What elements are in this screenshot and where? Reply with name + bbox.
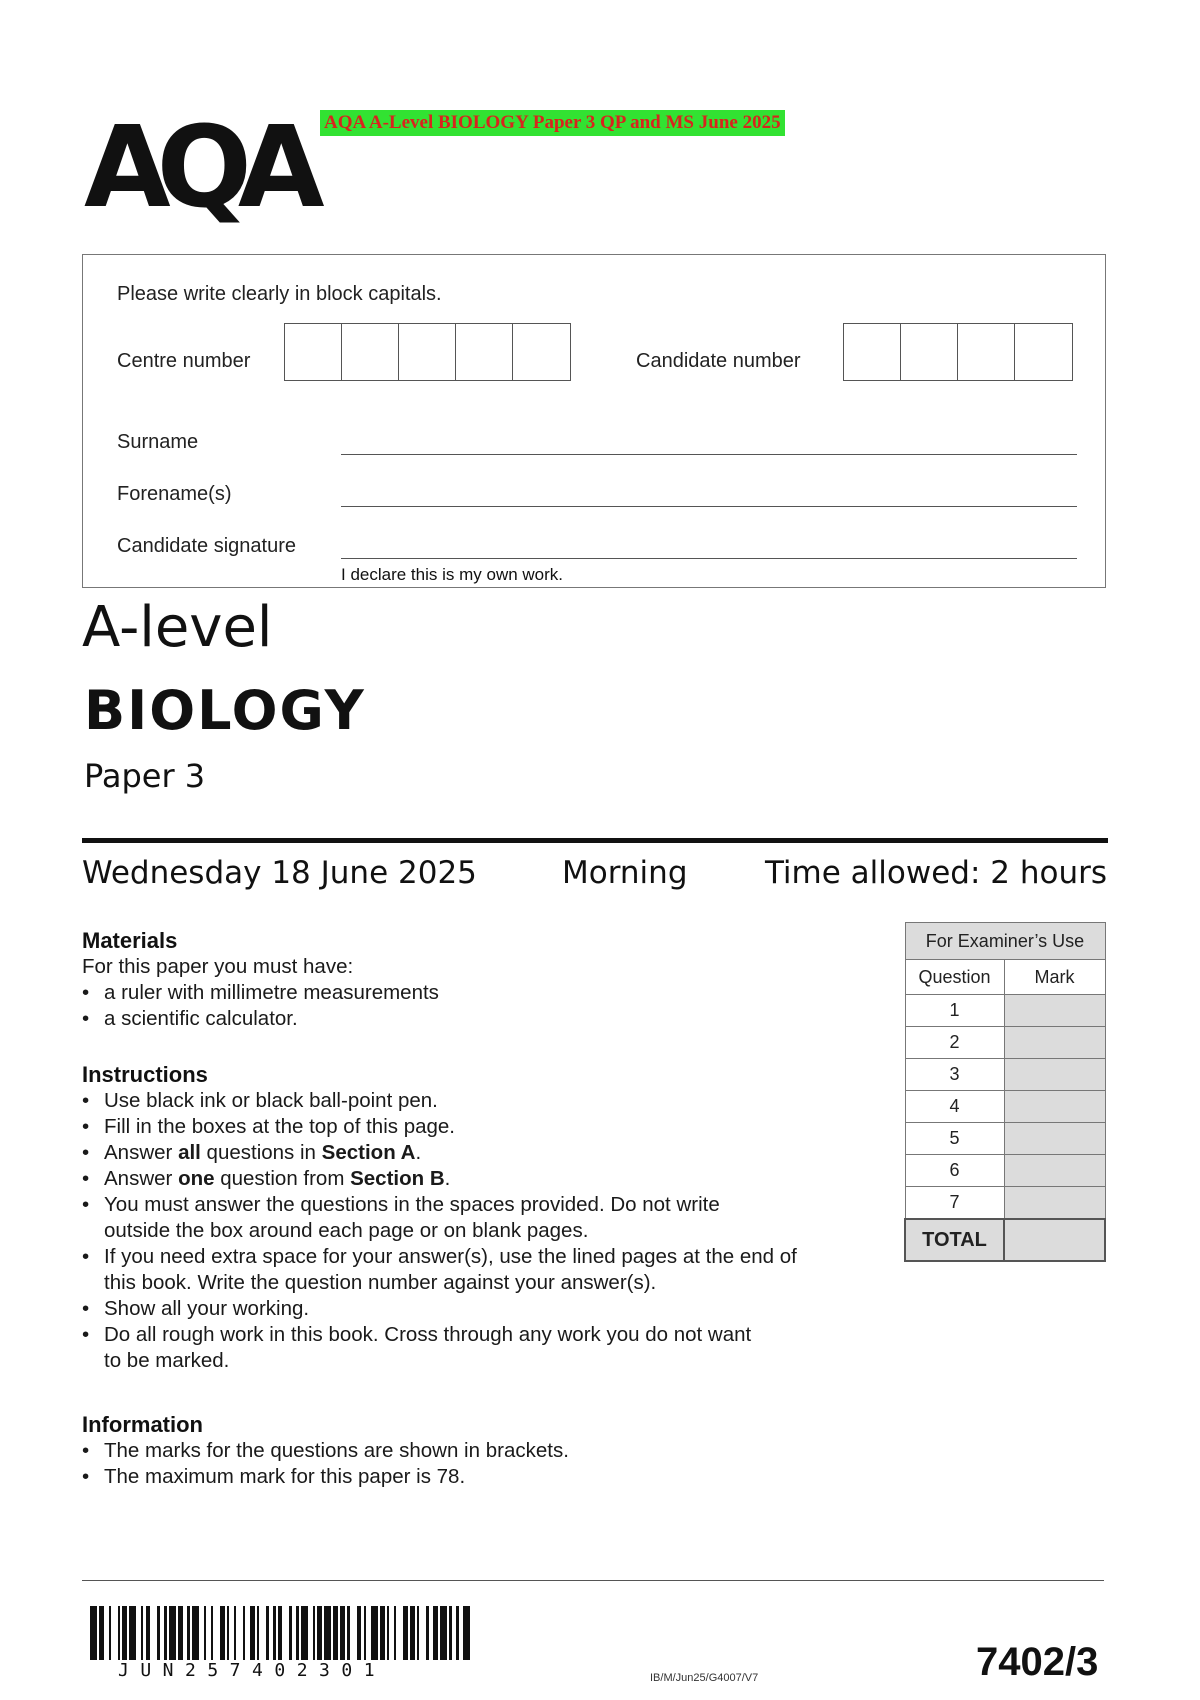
total-label: TOTAL — [905, 1219, 1004, 1261]
instruction-item — [82, 1322, 797, 1374]
instruction-emphasis: all — [178, 1141, 201, 1164]
total-mark-cell — [1004, 1219, 1105, 1261]
instruction-item — [82, 1192, 797, 1244]
surname-line[interactable] — [341, 454, 1077, 455]
examiner-table-row — [905, 1027, 1105, 1059]
signature-label: Candidate signature — [117, 535, 297, 557]
information-heading: Information — [82, 1412, 203, 1437]
instruction-text: If you need extra space for your answer(s), use the lined pages at the end of — [104, 1245, 797, 1268]
mark-cell — [1004, 1027, 1105, 1059]
materials-heading: Materials — [82, 928, 178, 953]
information-item: • The marks for the questions are shown in brackets. — [82, 1438, 569, 1464]
instruction-text: questions in — [200, 1141, 322, 1164]
question-number-cell: 2 — [905, 1027, 1004, 1059]
instruction-emphasis: Section A — [321, 1141, 416, 1164]
instruction-item — [82, 1166, 797, 1192]
title-divider — [82, 838, 1108, 843]
candidate-number-boxes[interactable] — [843, 323, 1073, 381]
time-allowed: Time allowed: 2 hours — [764, 855, 1107, 891]
information-item: • The maximum mark for this paper is 78. — [82, 1464, 569, 1490]
question-column-header: Question — [905, 960, 1004, 995]
examiner-use-table — [904, 922, 1106, 1262]
instruction-text: Answer — [104, 1167, 179, 1190]
candidate-digit-box[interactable] — [958, 324, 1015, 380]
materials-intro: For this paper you must have: — [82, 955, 354, 978]
reference-code: IB/M/Jun25/G4007/V7 — [650, 1672, 759, 1684]
instruction-text: . — [415, 1141, 422, 1164]
subject-title: BIOLOGY — [84, 679, 366, 742]
paper-number: Paper 3 — [84, 757, 206, 795]
instruction-text: Use black ink or black ball-point pen. — [104, 1089, 438, 1112]
instruction-text: Fill in the boxes at the top of this page. — [104, 1115, 455, 1138]
forename-line[interactable] — [341, 506, 1077, 507]
question-number-cell: 7 — [905, 1187, 1004, 1220]
instruction-text-continued: outside the box around each page or on blank pages. — [104, 1219, 589, 1242]
instructions-list — [82, 1088, 797, 1374]
instruction-text: You must answer the questions in the spaces provided. Do not write — [104, 1193, 720, 1216]
mark-cell — [1004, 995, 1105, 1027]
instruction-item — [82, 1296, 797, 1322]
candidate-digit-box[interactable] — [901, 324, 958, 380]
instruction-item — [82, 1244, 797, 1296]
instruction-text: . — [444, 1167, 451, 1190]
instruction-emphasis: one — [178, 1167, 215, 1190]
instruction-emphasis: Section B — [350, 1167, 445, 1190]
barcode-text: JUN257402301 — [118, 1660, 387, 1681]
instruction-item — [82, 1114, 797, 1140]
centre-digit-box[interactable] — [342, 324, 399, 380]
centre-digit-box[interactable] — [285, 324, 342, 380]
candidate-number-label: Candidate number — [636, 350, 801, 372]
mark-cell — [1004, 1091, 1105, 1123]
materials-item: • a ruler with millimetre measurements — [82, 980, 439, 1006]
instruction-text-continued: this book. Write the question number against your answer(s). — [104, 1271, 657, 1294]
exam-date: Wednesday 18 June 2025 — [82, 855, 477, 891]
instruction-text: Answer — [104, 1141, 179, 1164]
question-number-cell: 4 — [905, 1091, 1004, 1123]
instruction-text: Do all rough work in this book. Cross through any work you do not want — [104, 1323, 752, 1346]
document-banner: AQA A-Level BIOLOGY Paper 3 QP and MS June 2025 — [320, 110, 785, 136]
candidate-digit-box[interactable] — [1015, 324, 1072, 380]
instruction-item — [82, 1140, 797, 1166]
centre-number-label: Centre number — [117, 350, 251, 372]
centre-digit-box[interactable] — [513, 324, 570, 380]
signature-line[interactable] — [341, 558, 1077, 559]
mark-column-header: Mark — [1004, 960, 1105, 995]
examiner-table-row — [905, 1187, 1105, 1220]
materials-list — [82, 980, 439, 1032]
examiner-table-row — [905, 1059, 1105, 1091]
examiner-table-row — [905, 1091, 1105, 1123]
question-number-cell: 3 — [905, 1059, 1004, 1091]
qualification-level: A-level — [82, 595, 273, 660]
information-list — [82, 1438, 569, 1490]
examiner-table-row — [905, 1123, 1105, 1155]
surname-label: Surname — [117, 431, 199, 453]
centre-digit-box[interactable] — [399, 324, 456, 380]
paper-code: 7402/3 — [976, 1640, 1099, 1684]
question-number-cell: 1 — [905, 995, 1004, 1027]
exam-session: Morning — [562, 855, 688, 891]
instruction-item — [82, 1088, 797, 1114]
declaration-text: I declare this is my own work. — [341, 565, 564, 584]
instruction-text: Show all your working. — [104, 1297, 310, 1320]
examiner-table-title: For Examiner’s Use — [905, 923, 1105, 960]
examiner-table-row — [905, 1155, 1105, 1187]
examiner-table-row — [905, 995, 1105, 1027]
instruction-text: question from — [214, 1167, 351, 1190]
mark-cell — [1004, 1123, 1105, 1155]
candidate-digit-box[interactable] — [844, 324, 901, 380]
instructions-heading: Instructions — [82, 1062, 208, 1087]
centre-number-boxes[interactable] — [284, 323, 571, 381]
centre-digit-box[interactable] — [456, 324, 513, 380]
question-number-cell: 5 — [905, 1123, 1004, 1155]
materials-item: • a scientific calculator. — [82, 1006, 439, 1032]
barcode — [90, 1606, 474, 1660]
forename-label: Forename(s) — [117, 483, 232, 505]
instruction-text-continued: to be marked. — [104, 1349, 230, 1372]
mark-cell — [1004, 1155, 1105, 1187]
aqa-logo: AQA — [84, 103, 311, 233]
mark-cell — [1004, 1059, 1105, 1091]
block-capitals-instruction: Please write clearly in block capitals. — [117, 283, 442, 305]
question-number-cell: 6 — [905, 1155, 1004, 1187]
mark-cell — [1004, 1187, 1105, 1220]
footer-divider — [82, 1580, 1104, 1581]
